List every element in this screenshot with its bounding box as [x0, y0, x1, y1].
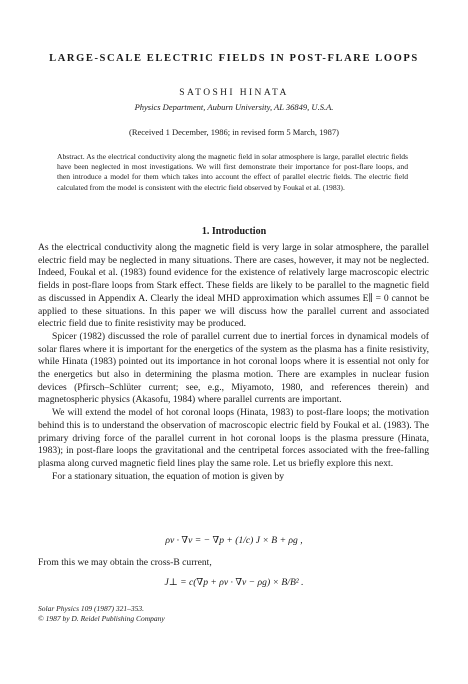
copyright-notice: © 1987 by D. Reidel Publishing Company — [38, 614, 165, 623]
paper-title: LARGE-SCALE ELECTRIC FIELDS IN POST-FLARE LOOPS — [49, 53, 419, 64]
section-heading: 1. Introduction — [201, 226, 267, 237]
equation-motion: ρv · ∇v = − ∇p + (1/c) J × B + ρg , — [165, 535, 303, 546]
received-date: (Received 1 December, 1986; in revised form 5 March, 1987) — [129, 127, 339, 137]
journal-citation: Solar Physics 109 (1987) 321–353. — [38, 604, 145, 613]
footer — [38, 604, 165, 624]
author-name: SATOSHI HINATA — [179, 88, 289, 98]
paragraph-2: Spicer (1982) discussed the role of parallel current due to inertial forces in dynamical models of solar flares where it is important for the energetics of the system as the plasma has a finite resistivity, while Hinata (1983) pointed out its importance in hot coronal loops where it is essential not only for the energetics but also in determining the plasma motion. There are examples in nuclear fusion devices (Pfirsch–Schlüter current; see, e.g., Miyamoto, 1980, and references therein) and magnetospheric physics (Akasofu, 1984) where parallel currents are important. — [38, 330, 429, 406]
abstract-label: Abstract. — [57, 152, 85, 161]
paragraph-5: From this we may obtain the cross-B current, — [38, 557, 212, 568]
paragraph-3: We will extend the model of hot coronal loops (Hinata, 1983) to post-flare loops; the motivation behind this is to understand the observation of macroscopic electric field by Foukal et al. (1983). The primary driving force of the parallel current in hot coronal loops is the plasma pressure (Hinata, 1983); in post-flare loops the gravitational and the centripetal forces associated with the free-falling plasma along curved magnetic field lines play the same role. Let us briefly explore this next. — [38, 407, 429, 469]
paragraph-4: For a stationary situation, the equation of motion is given by — [52, 470, 285, 482]
equation-cross-b-current: J⊥ = c(∇p + ρv · ∇v − ρg) × B/B² . — [164, 577, 304, 588]
paragraph-1: As the electrical conductivity along the magnetic field is very large in solar atmosphere, the parallel electric field may be neglected in many situations. There are cases, however, it may not be neglected. Indeed, Foukal et al. (1983) found evidence for the existence of relatively large macroscopic electric fields in post-flare loops from Stark effect. These fields are likely to be parallel to the magnetic field as discussed in Appendix A. Clearly the ideal MHD approximation which assumes E∥ = 0 cannot be applied to these situations. In this paper we will discuss how the parallel current and associated electric field due to finite resistivity may be produced. — [38, 242, 429, 330]
abstract — [57, 152, 408, 193]
abstract-text: As the electrical conductivity along the magnetic field in solar atmosphere is large, parallel electric fields have been neglected in most investigations. We will first demonstrate their importance for post-flare loops, and then introduce a model for them which takes into account the effect of parallel electric fields. The electric field calculated from the model is consistent with the electric field observed by Foukal et al. (1983). — [57, 152, 408, 192]
body-text — [38, 242, 429, 483]
affiliation: Physics Department, Auburn University, AL 36849, U.S.A. — [134, 102, 334, 112]
